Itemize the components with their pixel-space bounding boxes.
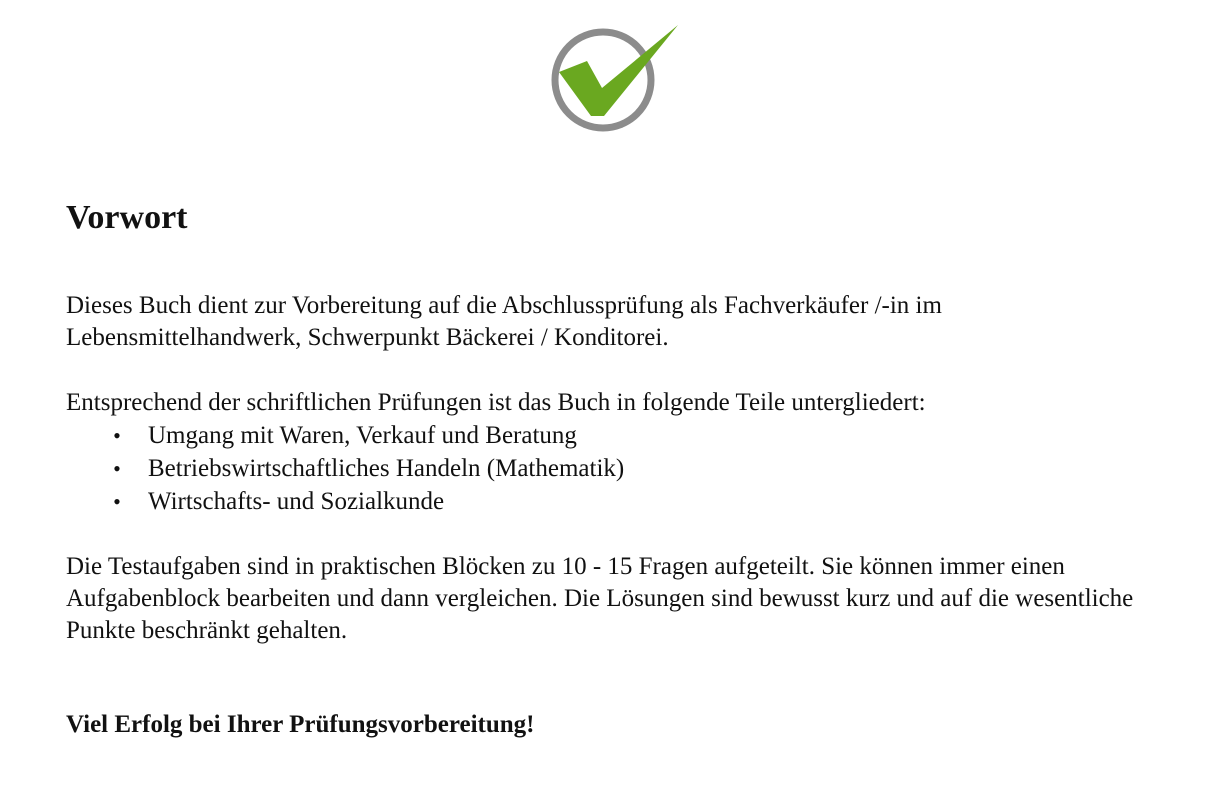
parts-lead-paragraph: Entsprechend der schriftlichen Prüfungen ist das Buch in folgende Teile untergliedert: <box>66 389 926 416</box>
bullet-icon: • <box>113 489 121 514</box>
parts-list <box>66 419 1176 518</box>
closing-line: Viel Erfolg bei Ihrer Prüfungsvorbereitung! <box>66 711 535 738</box>
list-item-text: Betriebswirtschaftliches Handeln (Mathematik) <box>148 455 625 482</box>
list-item-text: Wirtschafts- und Sozialkunde <box>148 488 445 515</box>
check-circle-icon <box>547 20 683 136</box>
list-item-text: Umgang mit Waren, Verkauf und Beratung <box>148 422 577 449</box>
check-circle-logo <box>547 20 683 136</box>
page-title: Vorwort <box>66 199 188 236</box>
intro-paragraph: Dieses Buch dient zur Vorbereitung auf die Abschlussprüfung als Fachverkäufer /-in im Lebensmittelhandwerk, Schwerpunkt Bäckerei / Konditorei. <box>66 292 942 351</box>
bullet-icon: • <box>113 423 121 448</box>
test-blocks-paragraph: Die Testaufgaben sind in praktischen Blöcken zu 10 - 15 Fragen aufgeteilt. Sie können immer einen Aufgabenblock bearbeiten und dann vergleichen. Die Lösungen sind bewusst kurz und auf die wesentliche Punkte beschränkt gehalten. <box>66 553 1134 644</box>
list-item <box>113 452 1176 485</box>
bullet-icon: • <box>113 456 121 481</box>
preface-content <box>66 196 1176 741</box>
list-item <box>113 419 1176 452</box>
list-item <box>113 485 1176 518</box>
